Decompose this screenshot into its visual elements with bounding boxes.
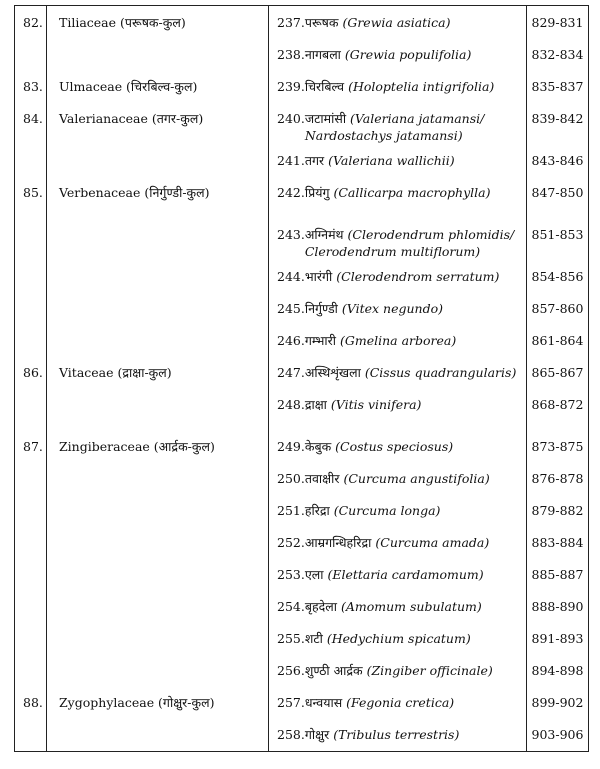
species-latin-name: (Tribulus terrestris) — [333, 727, 460, 742]
page-range: 885-887 — [531, 567, 584, 582]
species-text — [305, 534, 522, 551]
page-range-cell — [527, 622, 589, 654]
page-range: 888-890 — [531, 599, 584, 614]
species-latin-name: (Vitex negundo) — [341, 301, 443, 316]
species-cell — [269, 176, 527, 218]
table-row — [15, 144, 589, 176]
species-cell — [269, 356, 527, 388]
page-range: 843-846 — [531, 153, 584, 168]
species-text — [305, 184, 522, 201]
species-hindi-name: गम्भारी — [304, 333, 337, 348]
species-number: 251. — [277, 503, 305, 518]
table-row — [15, 494, 589, 526]
family-name-cell — [47, 356, 269, 388]
page-range-cell — [527, 654, 589, 686]
species-latin-name: (Holoptelia intigrifolia) — [348, 79, 495, 94]
table-row — [15, 6, 589, 39]
page-range: 829-831 — [531, 15, 584, 30]
species-hindi-name: निर्गुण्डी — [304, 301, 338, 316]
species-number: 240. — [277, 111, 305, 126]
species-hindi-name: तगर — [304, 153, 325, 168]
species-cell — [269, 70, 527, 102]
species-cell — [269, 6, 527, 39]
species-text — [305, 364, 522, 381]
family-name-cell — [47, 654, 269, 686]
species-text — [305, 694, 522, 711]
table-row — [15, 260, 589, 292]
species-latin-name: (Cissus quadrangularis) — [364, 365, 517, 380]
family-name: Vitaceae (द्राक्षा-कुल) — [59, 365, 172, 380]
species-cell — [269, 654, 527, 686]
family-name-cell — [47, 324, 269, 356]
species-cell — [269, 462, 527, 494]
family-name-cell — [47, 462, 269, 494]
page-range: 903-906 — [531, 727, 584, 742]
species-number: 252. — [277, 535, 305, 550]
species-cell — [269, 292, 527, 324]
page-range-cell — [527, 144, 589, 176]
family-number: 83. — [23, 79, 43, 94]
family-number-cell — [15, 494, 47, 526]
species-text — [305, 78, 522, 95]
species-entry — [269, 6, 526, 31]
page-range-cell — [527, 558, 589, 590]
table-row — [15, 176, 589, 218]
species-hindi-name: अस्थिशृंखला — [304, 365, 361, 380]
page-range-cell — [527, 6, 589, 39]
species-hindi-name: चिरबिल्व — [304, 79, 345, 94]
species-latin-name: (Clerodendrom serratum) — [336, 269, 500, 284]
family-name-cell — [47, 430, 269, 462]
family-name-cell — [47, 38, 269, 70]
species-cell — [269, 526, 527, 558]
family-number-cell — [15, 590, 47, 622]
table-row — [15, 590, 589, 622]
table-row — [15, 718, 589, 752]
family-number-cell — [15, 38, 47, 70]
page-range-cell — [527, 686, 589, 718]
species-hindi-name: हरिद्रा — [304, 503, 330, 518]
page-range: 854-856 — [531, 269, 584, 284]
species-entry — [269, 590, 526, 615]
species-entry — [269, 102, 526, 144]
family-number: 85. — [23, 185, 43, 200]
species-hindi-name: शटी — [304, 631, 323, 646]
family-number-cell — [15, 654, 47, 686]
page-range: 883-884 — [531, 535, 584, 550]
table-row — [15, 654, 589, 686]
species-latin-name: (Callicarpa macrophylla) — [333, 185, 491, 200]
page-range-cell — [527, 260, 589, 292]
species-number: 256. — [277, 663, 305, 678]
page-range-cell — [527, 218, 589, 260]
species-hindi-name: प्रियंगु — [304, 185, 330, 200]
table-row — [15, 430, 589, 462]
species-entry — [269, 558, 526, 583]
species-cell — [269, 388, 527, 430]
species-cell — [269, 218, 527, 260]
species-latin-name: (Amomum subulatum) — [340, 599, 482, 614]
page-range-cell — [527, 430, 589, 462]
family-name: Zygophylaceae (गोक्षुर-कुल) — [59, 695, 215, 710]
species-hindi-name: धन्वयास — [304, 695, 343, 710]
species-text — [305, 300, 522, 317]
species-entry — [269, 260, 526, 285]
species-text — [305, 268, 522, 285]
page-range: 873-875 — [531, 439, 584, 454]
family-name-cell — [47, 102, 269, 144]
family-name-cell — [47, 622, 269, 654]
species-hindi-name: अग्निमंथ — [304, 227, 344, 242]
family-number: 84. — [23, 111, 43, 126]
page-range: 835-837 — [531, 79, 584, 94]
page-range: 851-853 — [531, 227, 584, 242]
species-number: 246. — [277, 333, 305, 348]
species-hindi-name: शुण्ठी आर्द्रक — [304, 663, 363, 678]
species-entry — [269, 686, 526, 711]
page-range-cell — [527, 176, 589, 218]
family-number-cell — [15, 526, 47, 558]
page-range-cell — [527, 324, 589, 356]
species-entry — [269, 144, 526, 169]
species-hindi-name: नागबला — [304, 47, 341, 62]
family-number-cell — [15, 324, 47, 356]
page-range: 899-902 — [531, 695, 584, 710]
table-row — [15, 292, 589, 324]
table-row — [15, 70, 589, 102]
species-number: 249. — [277, 439, 305, 454]
page-range-cell — [527, 356, 589, 388]
species-entry — [269, 462, 526, 487]
family-number-cell — [15, 144, 47, 176]
page-range: 839-842 — [531, 111, 584, 126]
species-text — [305, 630, 522, 647]
species-number: 243. — [277, 227, 305, 242]
family-number: 82. — [23, 15, 43, 30]
page-range-cell — [527, 292, 589, 324]
species-cell — [269, 324, 527, 356]
species-latin-name: (Curcuma angustifolia) — [343, 471, 490, 486]
species-cell — [269, 558, 527, 590]
species-text — [305, 110, 522, 144]
species-latin-name: (Valeriana jatamansi/ Nardostachys jatamansi) — [304, 111, 485, 143]
species-number: 242. — [277, 185, 305, 200]
species-hindi-name: तवाक्षीर — [304, 471, 340, 486]
species-hindi-name: केबुक — [304, 439, 332, 454]
species-latin-name: (Valeriana wallichii) — [328, 153, 455, 168]
page-range-cell — [527, 590, 589, 622]
family-number-cell — [15, 6, 47, 39]
species-hindi-name: भारंगी — [304, 269, 333, 284]
species-latin-name: (Zingiber officinale) — [366, 663, 493, 678]
page-range: 868-872 — [531, 397, 584, 412]
family-name-cell — [47, 590, 269, 622]
family-number-cell — [15, 260, 47, 292]
species-entry — [269, 430, 526, 455]
species-entry — [269, 494, 526, 519]
species-latin-name: (Grewia asiatica) — [342, 15, 451, 30]
species-text — [305, 226, 522, 260]
species-latin-name: (Costus speciosus) — [335, 439, 454, 454]
index-table — [14, 5, 589, 752]
species-cell — [269, 590, 527, 622]
family-name: Zingiberaceae (आर्द्रक-कुल) — [59, 439, 215, 454]
species-text — [305, 46, 522, 63]
species-latin-name: (Curcuma longa) — [333, 503, 441, 518]
family-name-cell — [47, 718, 269, 752]
table-row — [15, 686, 589, 718]
species-text — [305, 14, 522, 31]
page-range: 865-867 — [531, 365, 584, 380]
family-name-cell — [47, 218, 269, 260]
species-hindi-name: परूषक — [304, 15, 339, 30]
species-latin-name: (Clerodendrum phlomidis/ Clerodendrum multiflorum) — [304, 227, 515, 259]
species-text — [305, 396, 522, 413]
family-number: 88. — [23, 695, 43, 710]
species-latin-name: (Elettaria cardamomum) — [327, 567, 484, 582]
species-latin-name: (Grewia populifolia) — [344, 47, 472, 62]
species-number: 237. — [277, 15, 305, 30]
family-name-cell — [47, 494, 269, 526]
page-range-cell — [527, 526, 589, 558]
page-range-cell — [527, 494, 589, 526]
family-number-cell — [15, 686, 47, 718]
table-row — [15, 462, 589, 494]
family-number-cell — [15, 388, 47, 430]
species-text — [305, 438, 522, 455]
species-text — [305, 502, 522, 519]
family-name-cell — [47, 144, 269, 176]
family-name-cell — [47, 686, 269, 718]
family-number-cell — [15, 102, 47, 144]
species-entry — [269, 718, 526, 743]
family-number-cell — [15, 622, 47, 654]
table-row — [15, 324, 589, 356]
species-number: 239. — [277, 79, 305, 94]
species-text — [305, 332, 522, 349]
table-row — [15, 218, 589, 260]
species-number: 257. — [277, 695, 305, 710]
page-range: 857-860 — [531, 301, 584, 316]
species-cell — [269, 144, 527, 176]
family-number-cell — [15, 718, 47, 752]
species-latin-name: (Fegonia cretica) — [346, 695, 455, 710]
species-number: 254. — [277, 599, 305, 614]
species-entry — [269, 292, 526, 317]
page-range-cell — [527, 718, 589, 752]
species-cell — [269, 718, 527, 752]
species-entry — [269, 176, 526, 201]
family-number-cell — [15, 292, 47, 324]
species-cell — [269, 102, 527, 144]
family-name-cell — [47, 176, 269, 218]
family-name-cell — [47, 260, 269, 292]
page-range-cell — [527, 462, 589, 494]
species-text — [305, 726, 522, 743]
table-row — [15, 38, 589, 70]
species-entry — [269, 324, 526, 349]
species-hindi-name: जटामांसी — [304, 111, 347, 126]
species-cell — [269, 622, 527, 654]
species-cell — [269, 260, 527, 292]
species-text — [305, 566, 522, 583]
family-number: 87. — [23, 439, 43, 454]
family-name-cell — [47, 388, 269, 430]
family-name: Verbenaceae (निर्गुण्डी-कुल) — [59, 185, 210, 200]
species-cell — [269, 430, 527, 462]
species-text — [305, 470, 522, 487]
species-number: 253. — [277, 567, 305, 582]
family-name: Valerianaceae (तगर-कुल) — [59, 111, 204, 126]
species-number: 238. — [277, 47, 305, 62]
species-latin-name: (Vitis vinifera) — [330, 397, 422, 412]
species-text — [305, 152, 522, 169]
species-entry — [269, 654, 526, 679]
table-row — [15, 102, 589, 144]
species-number: 247. — [277, 365, 305, 380]
page-range: 861-864 — [531, 333, 584, 348]
species-latin-name: (Curcuma amada) — [375, 535, 490, 550]
family-name-cell — [47, 292, 269, 324]
species-number: 248. — [277, 397, 305, 412]
species-entry — [269, 38, 526, 63]
index-table-body — [15, 6, 589, 752]
family-name-cell — [47, 558, 269, 590]
family-number-cell — [15, 176, 47, 218]
page-range-cell — [527, 388, 589, 430]
species-hindi-name: बृहदेला — [304, 599, 337, 614]
species-entry — [269, 218, 526, 260]
species-number: 245. — [277, 301, 305, 316]
table-row — [15, 388, 589, 430]
species-hindi-name: द्राक्षा — [304, 397, 327, 412]
species-text — [305, 662, 522, 679]
species-latin-name: (Gmelina arborea) — [340, 333, 457, 348]
table-row — [15, 622, 589, 654]
family-number-cell — [15, 356, 47, 388]
family-number-cell — [15, 558, 47, 590]
species-latin-name: (Hedychium spicatum) — [326, 631, 471, 646]
family-number-cell — [15, 70, 47, 102]
species-entry — [269, 356, 526, 381]
family-name-cell — [47, 526, 269, 558]
family-number-cell — [15, 430, 47, 462]
species-number: 255. — [277, 631, 305, 646]
family-number: 86. — [23, 365, 43, 380]
page-range-cell — [527, 38, 589, 70]
species-text — [305, 598, 522, 615]
species-number: 241. — [277, 153, 305, 168]
page-range: 832-834 — [531, 47, 584, 62]
table-row — [15, 558, 589, 590]
page-range: 879-882 — [531, 503, 584, 518]
table-row — [15, 526, 589, 558]
species-entry — [269, 526, 526, 551]
species-cell — [269, 38, 527, 70]
species-hindi-name: एला — [304, 567, 324, 582]
species-number: 244. — [277, 269, 305, 284]
page-range: 847-850 — [531, 185, 584, 200]
family-number-cell — [15, 218, 47, 260]
page-range-cell — [527, 102, 589, 144]
species-entry — [269, 70, 526, 95]
species-hindi-name: आम्रगन्धिहरिद्रा — [304, 535, 372, 550]
family-name: Tiliaceae (परूषक-कुल) — [59, 15, 186, 30]
species-hindi-name: गोक्षुर — [304, 727, 330, 742]
family-number-cell — [15, 462, 47, 494]
species-cell — [269, 494, 527, 526]
family-name-cell — [47, 70, 269, 102]
page-range: 876-878 — [531, 471, 584, 486]
species-entry — [269, 622, 526, 647]
family-name: Ulmaceae (चिरबिल्व-कुल) — [59, 79, 198, 94]
page-range: 894-898 — [531, 663, 584, 678]
species-number: 258. — [277, 727, 305, 742]
table-row — [15, 356, 589, 388]
species-entry — [269, 388, 526, 413]
page-range: 891-893 — [531, 631, 584, 646]
family-name-cell — [47, 6, 269, 39]
page-range-cell — [527, 70, 589, 102]
species-cell — [269, 686, 527, 718]
species-number: 250. — [277, 471, 305, 486]
